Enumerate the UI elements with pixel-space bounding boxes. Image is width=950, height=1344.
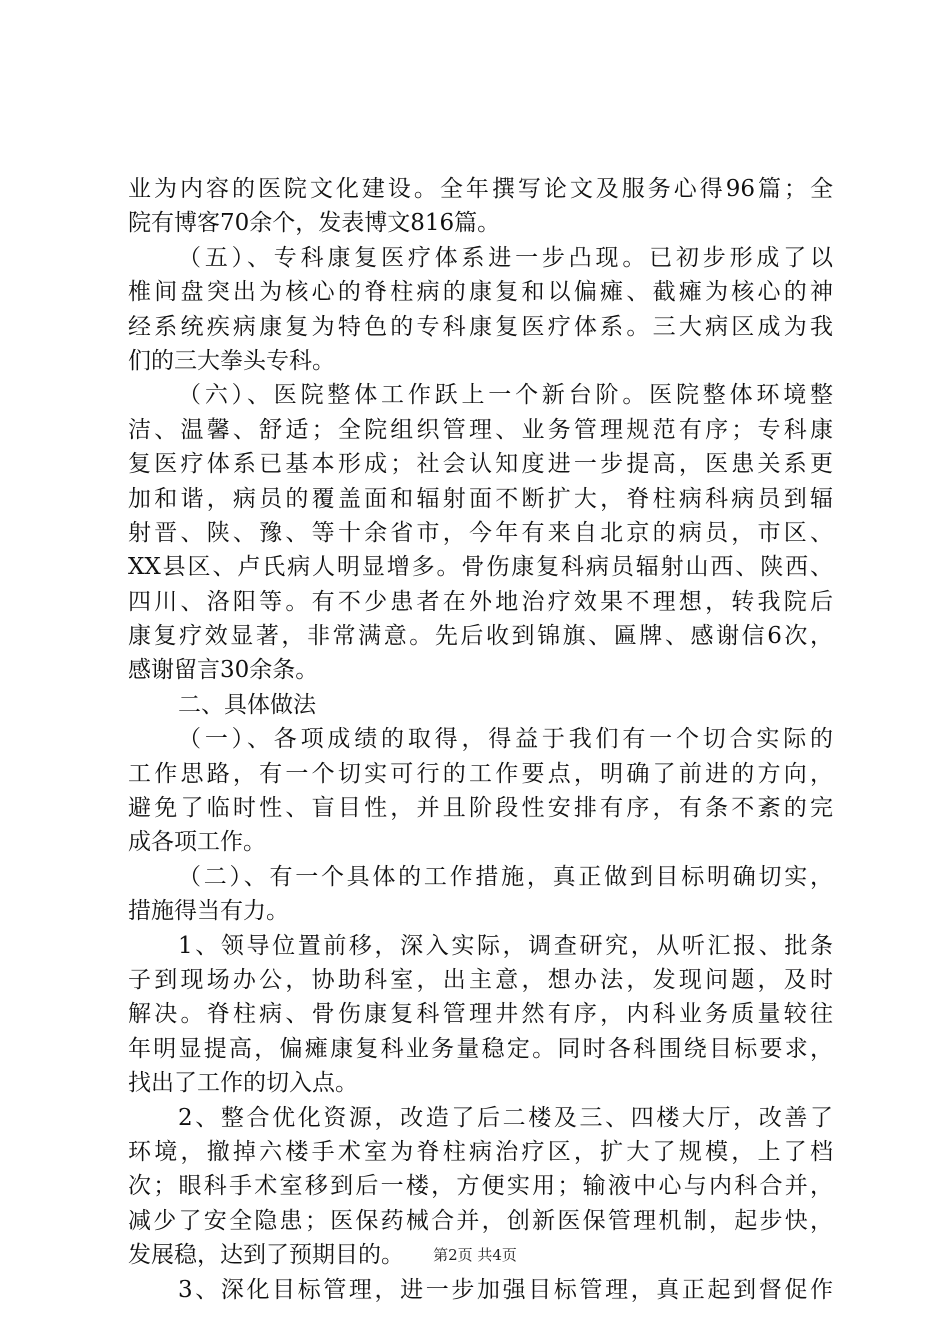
text-line: 加和谐，病员的覆盖面和辐射面不断扩大，脊柱病科病员到辐 [128,485,833,512]
text-line: 发展稳，达到了预期目的。 [128,1242,404,1269]
text-line: 避免了临时性、盲目性，并且阶段性安排有序，有条不紊的完 [128,795,833,822]
text-line: 找出了工作的切入点。 [128,1070,358,1097]
text-line: 感谢留言30余条。 [128,657,319,684]
text-line: 射晋、陕、豫、等十余省市，今年有来自北京的病员，市区、 [128,519,833,546]
text-line: 措施得当有力。 [128,898,289,925]
text-line: 1、领导位置前移，深入实际，调查研究，从听汇报、批条 [178,932,833,959]
text-line: 康复疗效显著，非常满意。先后收到锦旗、匾牌、感谢信6次， [128,623,833,650]
text-line: 经系统疾病康复为特色的专科康复医疗体系。三大病区成为我 [128,313,833,340]
text-line: 椎间盘突出为核心的脊柱病的康复和以偏瘫、截瘫为核心的神 [128,279,833,306]
text-line: 环境，撤掉六楼手术室为脊柱病治疗区，扩大了规模，上了档 [128,1138,833,1165]
document-body [128,172,833,1307]
page-footer: 第2页 共4页 [433,1246,517,1264]
text-line: 复医疗体系已基本形成；社会认知度进一步提高，医患关系更 [128,451,833,478]
text-line: （六）、医院整体工作跃上一个新台阶。医院整体环境整 [178,382,833,409]
text-line: 们的三大拳头专科。 [128,347,335,374]
text-line: 子到现场办公，协助科室，出主意，想办法，发现问题，及时 [128,966,833,993]
text-line: 院有博客70余个，发表博文816篇。 [128,210,501,237]
text-line: 四川、洛阳等。有不少患者在外地治疗效果不理想，转我院后 [128,588,833,615]
text-line: 成各项工作。 [128,829,266,856]
text-line: 2、整合优化资源，改造了后二楼及三、四楼大厅，改善了 [178,1104,833,1131]
text-line: （五）、专科康复医疗体系进一步凸现。已初步形成了以 [178,244,833,271]
text-line: 解决。脊柱病、骨伤康复科管理井然有序，内科业务质量较往 [128,1001,833,1028]
text-line: 减少了安全隐患；医保药械合并，创新医保管理机制，起步快， [128,1207,833,1234]
text-line: （一）、各项成绩的取得，得益于我们有一个切合实际的 [178,726,833,753]
text-line: XX县区、卢氏病人明显增多。骨伤康复科病员辐射山西、陕西、 [128,554,833,581]
text-line: 年明显提高，偏瘫康复科业务量稳定。同时各科围绕目标要求， [128,1035,833,1062]
text-line: 业为内容的医院文化建设。全年撰写论文及服务心得96篇；全 [128,176,833,202]
text-line: （二）、有一个具体的工作措施，真正做到目标明确切实， [178,863,833,890]
text-line: 次；眼科手术室移到后一楼，方便实用；输液中心与内科合并， [128,1173,833,1200]
text-line: 3、深化目标管理，进一步加强目标管理，真正起到督促作 [178,1276,833,1303]
text-line: 二、具体做法 [178,691,316,718]
text-line: 洁、温馨、舒适；全院组织管理、业务管理规范有序；专科康 [128,416,833,443]
text-line: 工作思路，有一个切实可行的工作要点，明确了前进的方向， [128,760,833,787]
